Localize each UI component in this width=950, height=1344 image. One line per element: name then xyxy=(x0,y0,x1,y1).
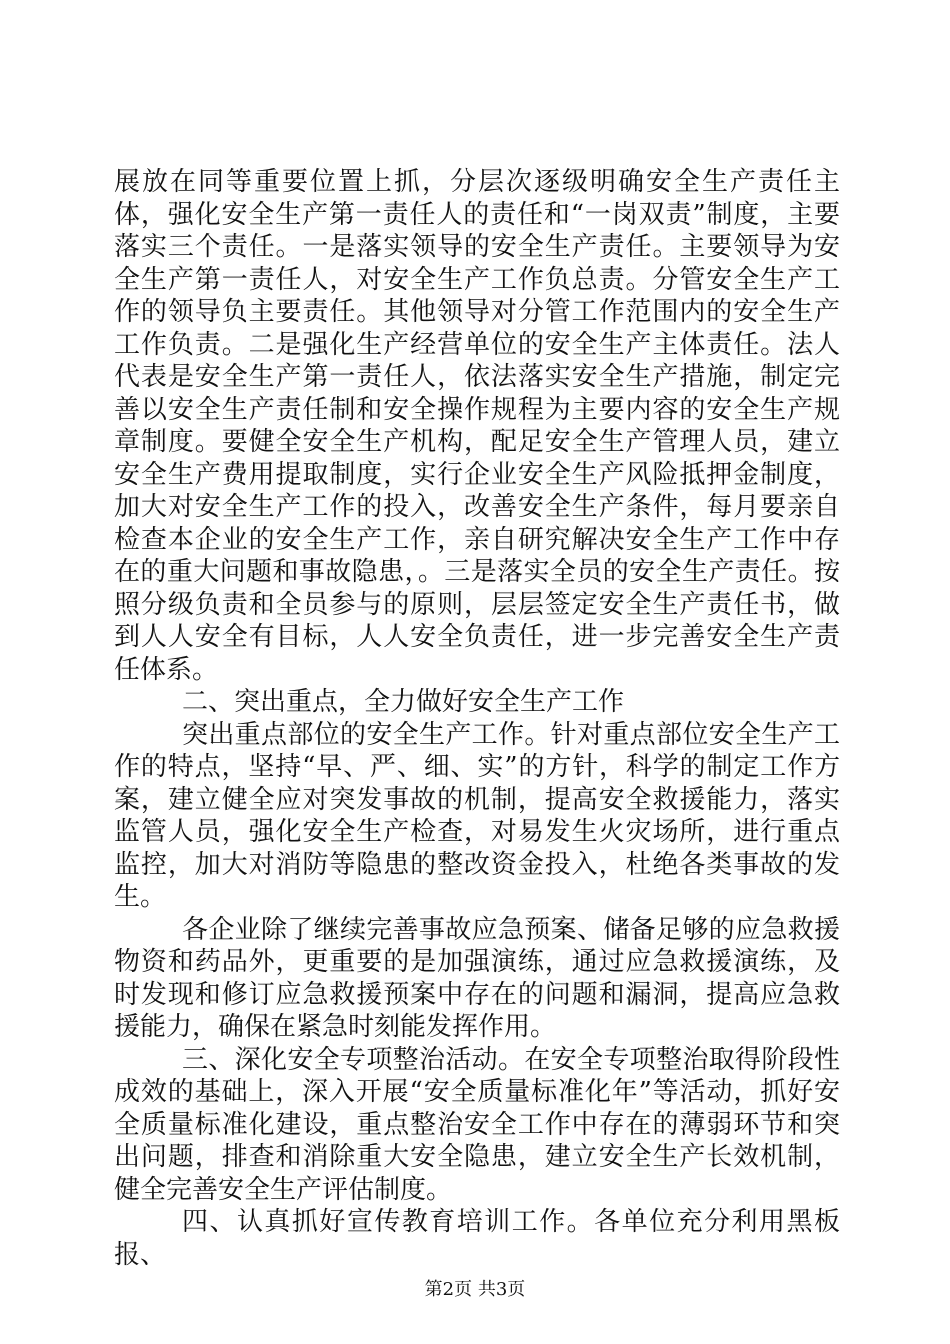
paragraph-special-rectification: 三、深化安全专项整治活动。在安全专项整治取得阶段性成效的基础上，深入开展“安全质量标准化年”等活动，抓好安全质量标准化建设，重点整治安全工作中存在的薄弱环节和突出问题，排查和消除重大安全隐患，建立安全生产长效机制，健全完善安全生产评估制度。 xyxy=(114,1044,840,1205)
document-body xyxy=(114,166,840,1271)
paragraph-emergency: 各企业除了继续完善事故应急预案、储备足够的应急救援物资和药品外，更重要的是加强演练，通过应急救援演练，及时发现和修订应急救援预案中存在的问题和漏洞，提高应急救援能力，确保在紧急时刻能发挥作用。 xyxy=(114,914,840,1042)
section-heading-two: 二、突出重点，全力做好安全生产工作 xyxy=(182,687,625,717)
paragraph-education: 四、认真抓好宣传教育培训工作。各单位充分利用黑板报、 xyxy=(114,1207,840,1270)
paragraph-responsibility: 展放在同等重要位置上抓，分层次逐级明确安全生产责任主体，强化安全生产第一责任人的责任和“一岗双责”制度，主要落实三个责任。一是落实领导的安全生产责任。主要领导为安全生产第一责任人，对安全生产工作负总责。分管安全生产工作的领导负主要责任。其他领导对分管工作范围内的安全生产工作负责。二是强化生产经营单位的安全生产主体责任。法人代表是安全生产第一责任人，依法落实安全生产措施，制定完善以安全生产责任制和安全操作规程为主要内容的安全生产规章制度。要健全安全生产机构，配足安全生产管理人员，建立安全生产费用提取制度，实行企业安全生产风险抵押金制度，加大对安全生产工作的投入，改善安全生产条件，每月要亲自检查本企业的安全生产工作，亲自研究解决安全生产工作中存在的重大问题和事故隐患，。三是落实全员的安全生产责任。按照分级负责和全员参与的原则，层层签定安全生产责任书，做到人人安全有目标，人人安全负责任，进一步完善安全生产责任体系。 xyxy=(114,167,840,685)
page-footer: 第2页 共3页 xyxy=(424,1279,526,1300)
paragraph-key-areas: 突出重点部位的安全生产工作。针对重点部位安全生产工作的特点，坚持“早、严、细、实”的方针，科学的制定工作方案，建立健全应对突发事故的机制，提高安全救援能力，落实监管人员，强化安全生产检查，对易发生火灾场所，进行重点监控，加大对消防等隐患的整改资金投入，杜绝各类事故的发生。 xyxy=(114,719,840,912)
